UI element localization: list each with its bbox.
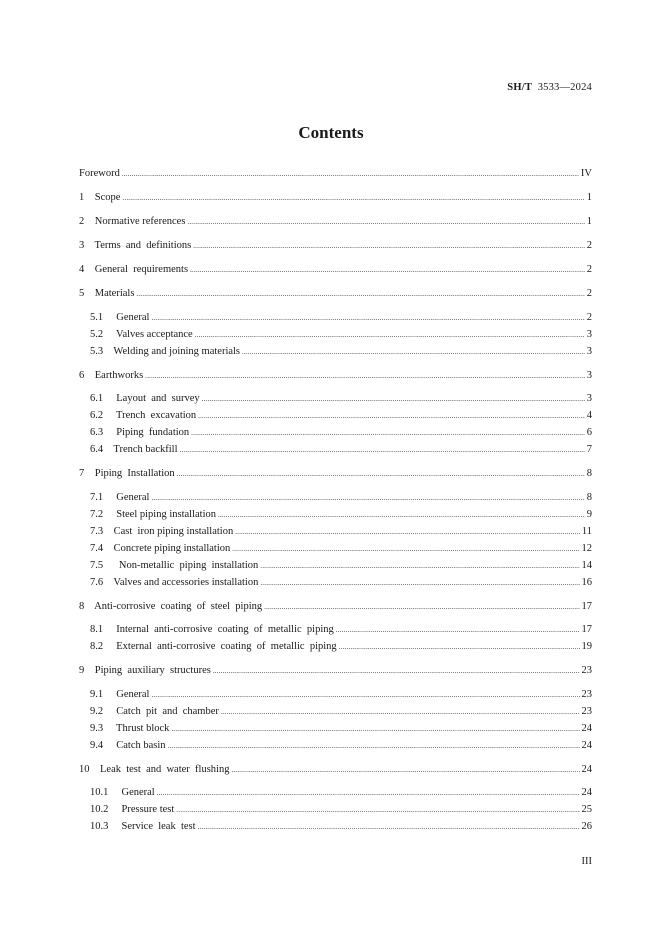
toc-entry-page: 25 xyxy=(581,804,592,815)
toc-entry-label: Foreword xyxy=(79,168,120,179)
toc-entry-label: 9.4 Catch basin xyxy=(90,739,166,751)
toc-entry-label: 10.1 General xyxy=(90,787,155,798)
toc-subsection-entry[interactable] xyxy=(79,443,592,457)
toc-entry-label: 6 Earthworks xyxy=(79,369,144,381)
toc-entry-label: 5 Materials xyxy=(79,288,135,299)
dot-leader xyxy=(235,525,580,539)
toc-subsection-entry[interactable] xyxy=(79,345,592,359)
toc-subsection-entry[interactable] xyxy=(79,820,592,834)
toc-section-entry[interactable] xyxy=(79,263,592,277)
dot-leader xyxy=(221,705,580,719)
toc-entry-page: 8 xyxy=(586,491,592,503)
toc-entry-label: 8.1 Internal anti-corrosive coating of metallic piping xyxy=(90,624,334,635)
toc-subsection-entry[interactable] xyxy=(79,559,592,573)
dot-leader xyxy=(336,623,580,637)
toc-subsection-entry[interactable] xyxy=(79,508,592,522)
toc-entry-page: 8 xyxy=(586,468,592,479)
toc-entry-page: 3 xyxy=(586,369,592,381)
toc-entry-label: 4 General requirements xyxy=(79,264,189,275)
dot-leader xyxy=(260,576,579,590)
toc-subsection-entry[interactable] xyxy=(79,311,592,325)
toc-entry-label: 9.1 General xyxy=(90,688,150,700)
page-title: Contents xyxy=(298,123,364,142)
dot-leader xyxy=(198,409,585,423)
toc-entry-page: IV xyxy=(580,168,592,179)
dot-leader xyxy=(191,426,585,440)
dot-leader xyxy=(242,345,585,359)
dot-leader xyxy=(168,739,580,753)
toc-subsection-entry[interactable] xyxy=(79,392,592,406)
toc-entry-page: 3 xyxy=(586,393,592,404)
toc-entry-label: 10.2 Pressure test xyxy=(90,804,175,815)
toc-entry-label: 6.3 Piping fundation xyxy=(90,427,190,438)
toc-entry-label: 1 Scope xyxy=(79,192,121,203)
toc-subsection-entry[interactable] xyxy=(79,739,592,753)
table-of-contents xyxy=(79,167,592,834)
dot-leader xyxy=(151,688,579,702)
toc-subsection-entry[interactable] xyxy=(79,803,592,817)
toc-entry-page: 2 xyxy=(586,311,592,323)
toc-entry-page: 2 xyxy=(586,288,592,299)
toc-entry-page: 11 xyxy=(581,525,592,537)
toc-subsection-entry[interactable] xyxy=(79,688,592,702)
dot-leader xyxy=(232,542,579,556)
toc-entry-label: 5.3 Welding and joining materials xyxy=(90,345,241,357)
toc-entry-label: 7.5 Non-metallic piping installation xyxy=(90,559,259,571)
toc-entry-page: 24 xyxy=(581,763,592,775)
dot-leader xyxy=(176,803,579,817)
toc-section-entry[interactable] xyxy=(79,239,592,253)
toc-entry-page: 26 xyxy=(581,821,592,832)
toc-subsection-entry[interactable] xyxy=(79,409,592,423)
standard-prefix: SH/T xyxy=(507,82,533,93)
toc-entry-label: 7.2 Steel piping installation xyxy=(90,508,216,520)
dot-leader xyxy=(202,392,585,406)
dot-leader xyxy=(198,820,580,834)
toc-entry-label: 9.2 Catch pit and chamber xyxy=(90,705,219,717)
dot-leader xyxy=(218,508,585,522)
toc-entry-page: 23 xyxy=(581,705,592,717)
dot-leader xyxy=(151,491,584,505)
toc-entry-label: 8.2 External anti-corrosive coating of metallic piping xyxy=(90,641,337,652)
toc-entry-page: 1 xyxy=(586,192,592,203)
dot-leader xyxy=(187,215,584,229)
dot-leader xyxy=(195,328,585,342)
toc-entry-label: 7.6 Valves and accessories installation xyxy=(90,576,259,588)
toc-subsection-entry[interactable] xyxy=(79,786,592,800)
toc-entry-label: 10.3 Service leak test xyxy=(90,821,196,832)
toc-subsection-entry[interactable] xyxy=(79,623,592,637)
toc-entry-page: 19 xyxy=(581,641,592,652)
toc-section-entry[interactable] xyxy=(79,600,592,614)
toc-entry-label: 6.4 Trench backfill xyxy=(90,444,178,455)
dot-leader xyxy=(231,763,579,777)
dot-leader xyxy=(177,467,585,481)
toc-entry-page: 3 xyxy=(586,328,592,340)
toc-subsection-entry[interactable] xyxy=(79,640,592,654)
toc-subsection-entry[interactable] xyxy=(79,722,592,736)
toc-entry-label: 6.1 Layout and survey xyxy=(90,393,200,404)
toc-entry-page: 1 xyxy=(586,216,592,227)
dot-leader xyxy=(180,443,585,457)
toc-entry-label: 3 Terms and definitions xyxy=(79,240,192,251)
dot-leader xyxy=(260,559,579,573)
document-code-header xyxy=(507,82,592,93)
toc-subsection-entry[interactable] xyxy=(79,491,592,505)
toc-subsection-entry[interactable] xyxy=(79,705,592,719)
toc-subsection-entry[interactable] xyxy=(79,426,592,440)
toc-entry-label: 7.1 General xyxy=(90,491,150,503)
dot-leader xyxy=(151,311,584,325)
dot-leader xyxy=(157,786,580,800)
dot-leader xyxy=(213,664,580,678)
dot-leader xyxy=(171,722,579,736)
dot-leader xyxy=(339,640,580,654)
toc-entry-page: 6 xyxy=(586,427,592,438)
toc-entry-page: 14 xyxy=(581,559,592,571)
toc-entry-label: 7 Piping Installation xyxy=(79,468,175,479)
toc-entry-page: 3 xyxy=(586,345,592,357)
toc-entry-label: 9 Piping auxiliary structures xyxy=(79,665,211,676)
toc-entry-page: 24 xyxy=(581,739,592,751)
toc-entry-label: 10 Leak test and water flushing xyxy=(79,763,230,775)
toc-entry-page: 23 xyxy=(581,688,592,700)
dot-leader xyxy=(122,191,584,205)
toc-section-entry[interactable] xyxy=(79,763,592,777)
toc-subsection-entry[interactable] xyxy=(79,542,592,556)
toc-entry-page: 17 xyxy=(581,624,592,635)
dot-leader xyxy=(193,239,585,253)
toc-entry-label: 8 Anti-corrosive coating of steel piping xyxy=(79,600,263,612)
toc-entry-label: 6.2 Trench excavation xyxy=(90,410,197,421)
toc-entry-label: 5.2 Valves acceptance xyxy=(90,328,193,340)
toc-entry-page: 9 xyxy=(586,508,592,520)
toc-entry-label: 5.1 General xyxy=(90,311,150,323)
toc-entry-page: 16 xyxy=(581,576,592,588)
toc-entry-label: 2 Normative references xyxy=(79,216,186,227)
toc-entry-page: 7 xyxy=(586,444,592,455)
toc-subsection-entry[interactable] xyxy=(79,328,592,342)
toc-subsection-entry[interactable] xyxy=(79,576,592,590)
toc-entry-page: 23 xyxy=(581,665,592,676)
toc-entry-page: 12 xyxy=(581,542,592,554)
toc-entry-page: 24 xyxy=(581,787,592,798)
dot-leader xyxy=(136,287,584,301)
toc-section-entry[interactable] xyxy=(79,369,592,383)
toc-entry-label: 7.3 Cast iron piping installation xyxy=(90,525,234,537)
toc-section-entry[interactable] xyxy=(79,191,592,205)
toc-entry-page: 2 xyxy=(586,240,592,251)
toc-entry-label: 9.3 Thrust block xyxy=(90,722,170,734)
toc-section-entry[interactable] xyxy=(79,215,592,229)
toc-entry-label: 7.4 Concrete piping installation xyxy=(90,542,231,554)
toc-subsection-entry[interactable] xyxy=(79,525,592,539)
toc-entry-page: 24 xyxy=(581,722,592,734)
toc-section-entry[interactable] xyxy=(79,167,592,181)
toc-section-entry[interactable] xyxy=(79,664,592,678)
dot-leader xyxy=(122,167,579,181)
standard-number: 3533—2024 xyxy=(537,82,592,93)
dot-leader xyxy=(190,263,585,277)
toc-entry-page: 17 xyxy=(581,600,592,612)
toc-section-entry[interactable] xyxy=(79,467,592,481)
toc-entry-page: 2 xyxy=(586,264,592,275)
dot-leader xyxy=(264,600,579,614)
toc-section-entry[interactable] xyxy=(79,287,592,301)
toc-entry-page: 4 xyxy=(586,410,592,421)
page-number: III xyxy=(581,856,592,867)
dot-leader xyxy=(145,369,585,383)
